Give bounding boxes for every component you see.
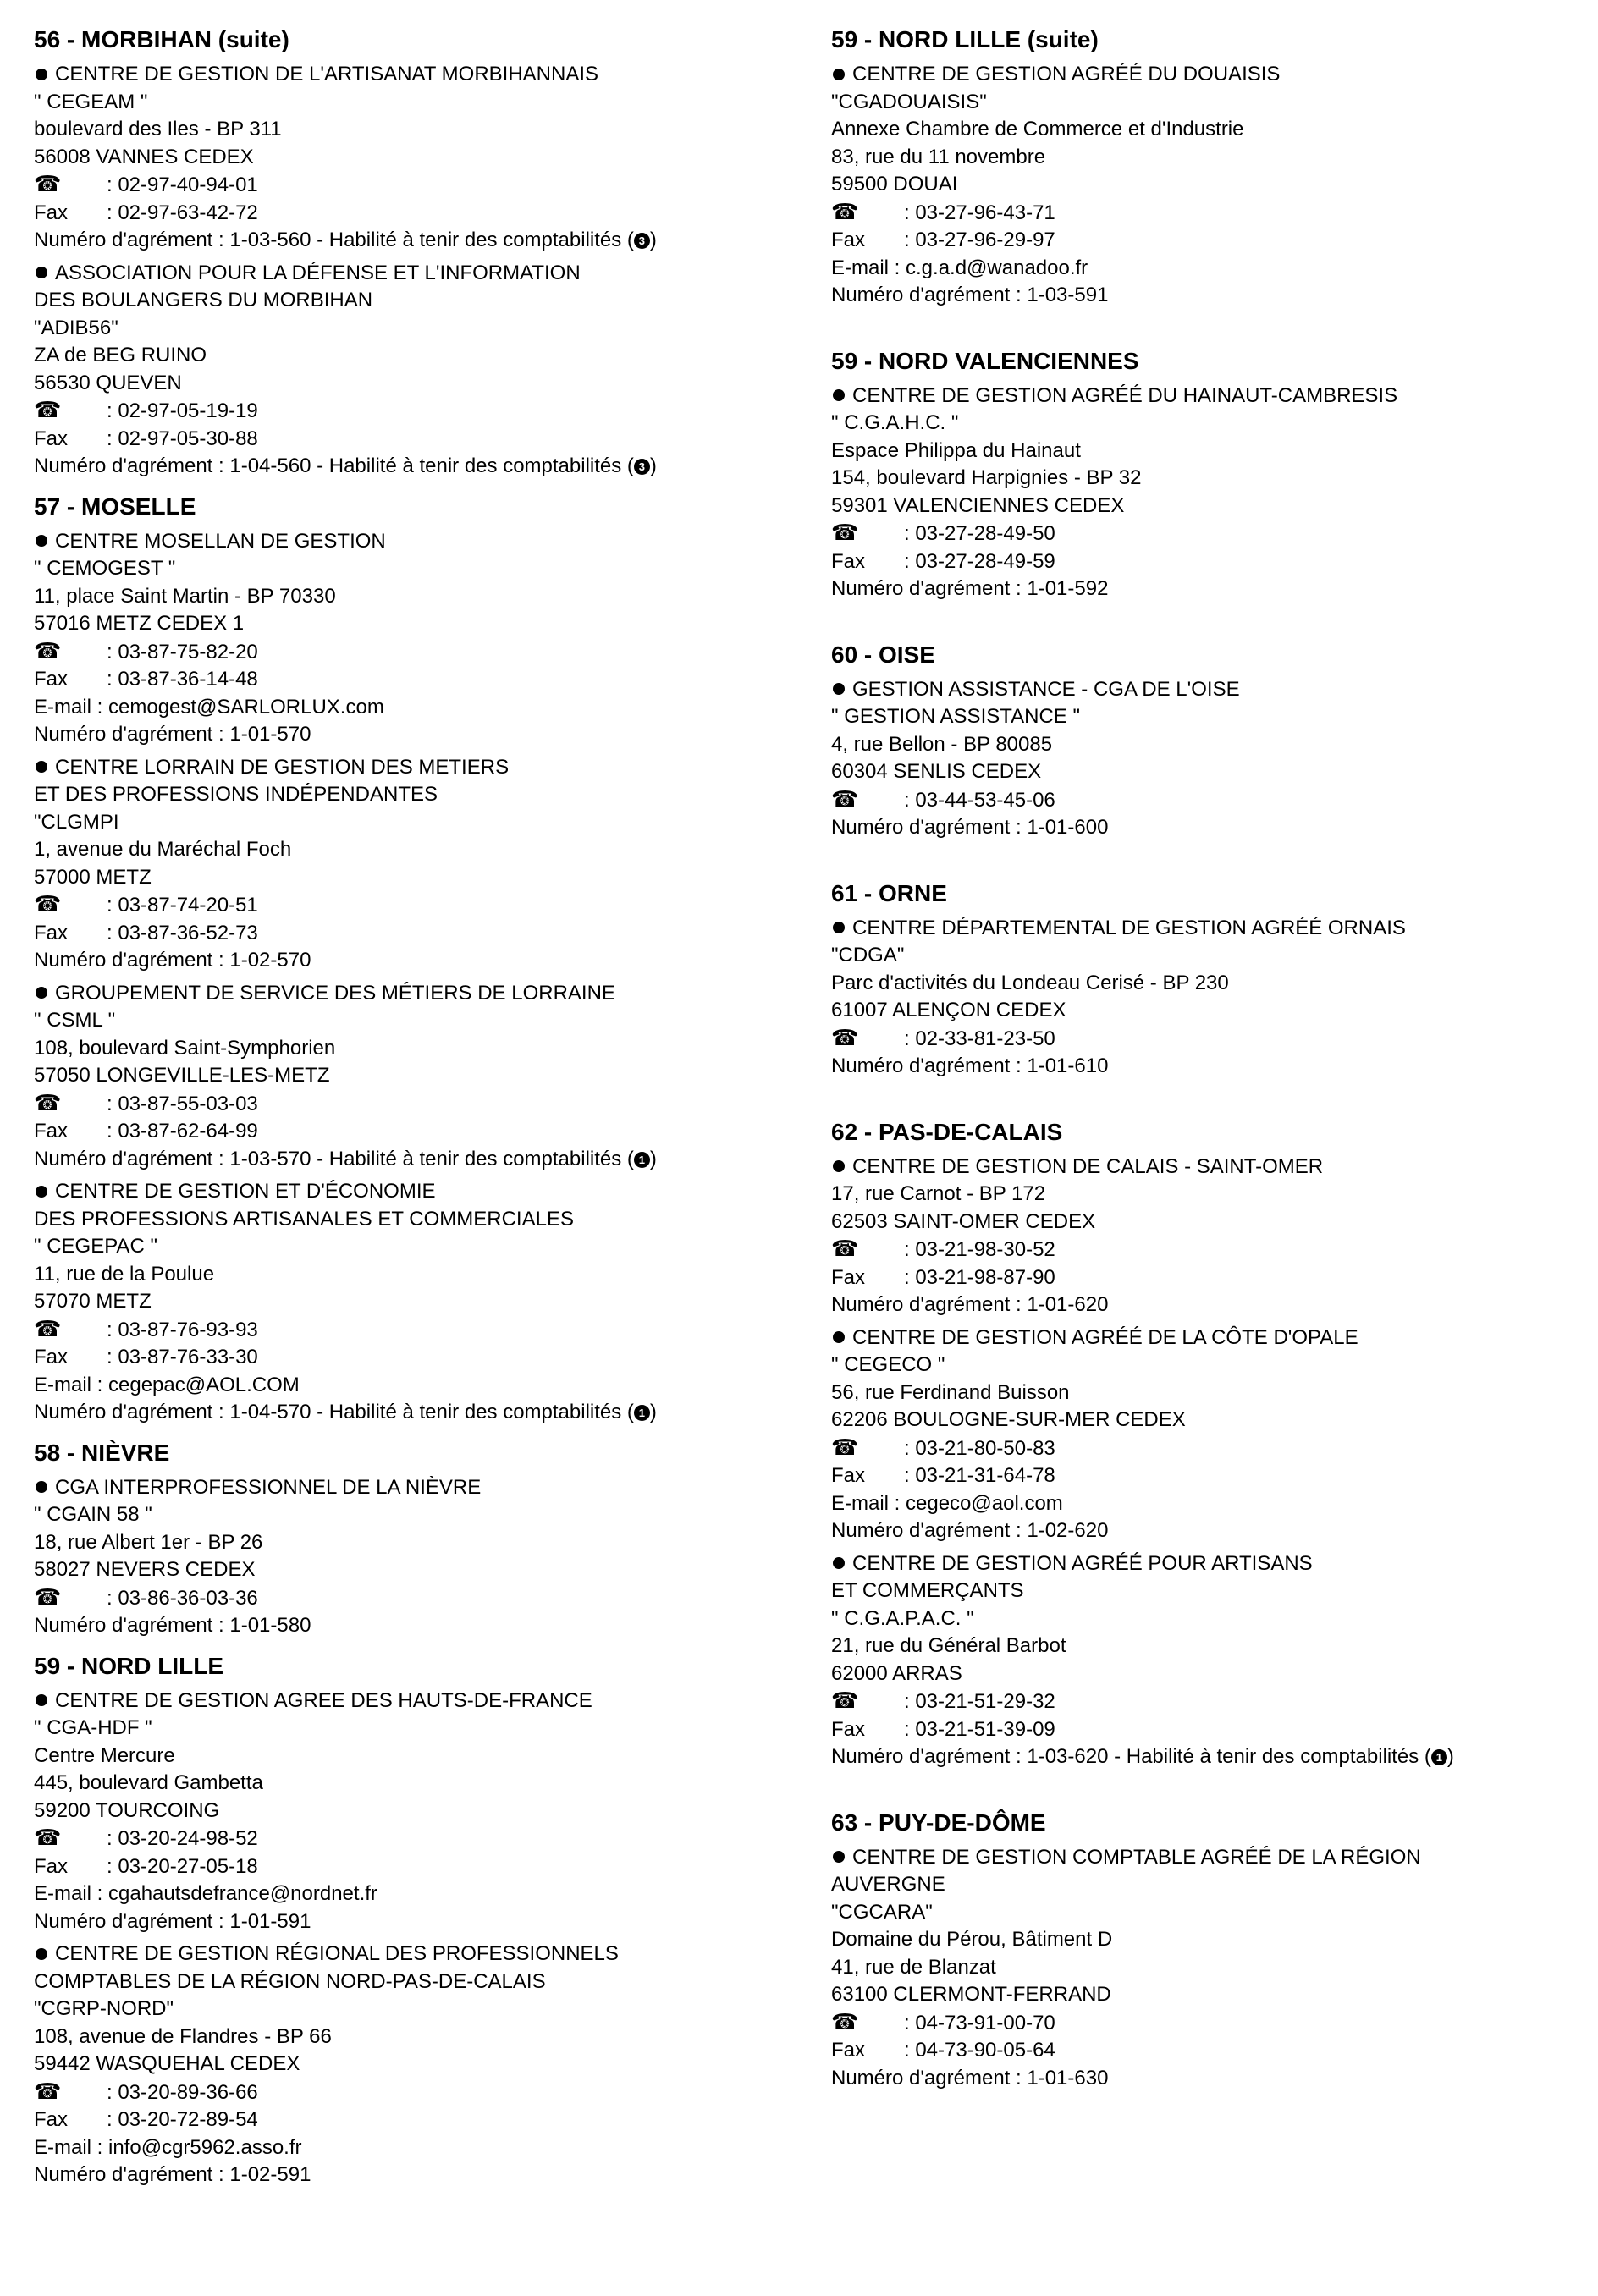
telephone-icon: ☎ — [34, 171, 62, 196]
agrement-line — [831, 1517, 1593, 1545]
entry-name — [831, 1154, 1593, 1181]
entry-name-continued — [34, 1968, 796, 1996]
directory-entry — [34, 980, 796, 1174]
address-line: 56530 QUEVEN — [34, 371, 182, 394]
agrement-text: Numéro d'agrément : 1-01-592 — [831, 577, 1109, 600]
email-line: E-mail : cemogest@SARLORLUX.com — [34, 695, 384, 719]
address-line: 62000 ARRAS — [831, 1661, 962, 1685]
habilitation-mark-icon: 3 — [634, 233, 650, 249]
bullet-icon — [36, 987, 47, 999]
entry-name-text: ASSOCIATION POUR LA DÉFENSE ET L'INFORMATION — [55, 261, 581, 284]
directory-entry — [34, 528, 796, 749]
fax-number: : 02-97-63-42-72 — [107, 201, 258, 224]
fax-line — [34, 1344, 796, 1372]
phone-line — [34, 171, 796, 200]
address-line: "CLGMPI — [34, 810, 119, 834]
fax-number: : 03-87-36-52-73 — [107, 921, 258, 944]
address-line: ZA de BEG RUINO — [34, 344, 207, 366]
directory-entry — [831, 676, 1593, 842]
address-line: 11, place Saint Martin - BP 70330 — [34, 584, 336, 608]
telephone-icon: ☎ — [34, 1583, 62, 1610]
phone-number: : 02-97-05-19-19 — [107, 399, 258, 422]
bullet-icon — [36, 761, 47, 773]
fax-line — [34, 426, 796, 454]
telephone-icon: ☎ — [34, 891, 62, 917]
entry-name — [34, 1941, 796, 1968]
telephone-icon: ☎ — [34, 1825, 62, 1850]
phone-line — [34, 638, 796, 667]
agrement-line — [34, 2161, 796, 2189]
address-line: 58027 NEVERS CEDEX — [34, 1558, 256, 1581]
section — [831, 1118, 1593, 1771]
directory-entry — [831, 383, 1593, 603]
address-line: " CEGECO " — [831, 1353, 945, 1376]
agrement-line — [34, 947, 796, 975]
agrement-line — [831, 814, 1593, 842]
address-line: 57050 LONGEVILLE-LES-METZ — [34, 1064, 330, 1087]
bullet-icon — [833, 1331, 845, 1343]
phone-line — [831, 1236, 1593, 1264]
fax-label: Fax — [34, 1854, 69, 1878]
phone-number: : 03-86-36-03-36 — [107, 1586, 258, 1610]
bullet-icon — [36, 1694, 47, 1706]
address-line: Annexe Chambre de Commerce et d'Industrie — [831, 118, 1244, 140]
entry-name — [831, 1324, 1593, 1352]
address-line: 60304 SENLIS CEDEX — [831, 760, 1042, 783]
section-title: 62 - PAS-DE-CALAIS — [831, 1118, 1063, 1145]
agrement-close: ) — [649, 454, 657, 477]
agrement-text: Numéro d'agrément : 1-01-600 — [831, 816, 1109, 839]
address-line: 63100 CLERMONT-FERRAND — [831, 1983, 1111, 2006]
telephone-icon: ☎ — [831, 1688, 859, 1713]
phone-line — [831, 199, 1593, 228]
fax-line — [831, 548, 1593, 576]
fax-number: : 03-87-36-14-48 — [107, 668, 258, 691]
directory-entry — [831, 1154, 1593, 1319]
directory-entry — [831, 915, 1593, 1081]
habilitation-mark-icon: 1 — [634, 1405, 650, 1421]
phone-line — [34, 891, 796, 920]
phone-number: : 03-20-24-98-52 — [107, 1827, 258, 1850]
fax-number: : 03-21-98-87-90 — [904, 1265, 1055, 1289]
fax-line — [831, 227, 1593, 255]
directory-entry — [34, 1178, 796, 1427]
bullet-icon — [833, 922, 845, 933]
fax-label: Fax — [34, 201, 69, 224]
directory-entry — [831, 1550, 1593, 1771]
phone-line — [34, 2079, 796, 2107]
agrement-line — [831, 1291, 1593, 1319]
fax-label: Fax — [34, 427, 69, 450]
address-line: 17, rue Carnot - BP 172 — [831, 1182, 1046, 1205]
address-line: 57070 METZ — [34, 1290, 152, 1313]
phone-number: : 03-87-76-93-93 — [107, 1318, 258, 1341]
agrement-text: Numéro d'agrément : 1-03-620 - Habilité à tenir des comptabilités ( — [831, 1745, 1431, 1768]
telephone-icon: ☎ — [831, 1434, 859, 1460]
entry-name — [34, 260, 796, 288]
phone-line — [831, 1688, 1593, 1716]
section — [831, 1809, 1593, 2093]
entry-name — [34, 980, 796, 1008]
agrement-line — [831, 282, 1593, 310]
entry-name — [34, 1688, 796, 1715]
entry-name-text: CENTRE DÉPARTEMENTAL DE GESTION AGRÉÉ ORNAIS — [852, 916, 1406, 939]
agrement-text: Numéro d'agrément : 1-01-610 — [831, 1054, 1109, 1077]
agrement-line — [831, 1743, 1593, 1771]
fax-number: : 03-20-27-05-18 — [107, 1854, 258, 1878]
fax-line — [34, 920, 796, 948]
agrement-close: ) — [649, 228, 657, 251]
bullet-icon — [36, 1948, 47, 1960]
agrement-text: Numéro d'agrément : 1-02-570 — [34, 949, 311, 972]
entry-name-text: CENTRE DE GESTION AGRÉÉ DE LA CÔTE D'OPALE — [852, 1325, 1358, 1349]
entry-name-text: CGA INTERPROFESSIONNEL DE LA NIÈVRE — [55, 1475, 482, 1499]
entry-name-text: AUVERGNE — [831, 1873, 945, 1896]
entry-name-text: GESTION ASSISTANCE - CGA DE L'OISE — [852, 677, 1240, 701]
section-title: 60 - OISE — [831, 641, 935, 668]
address-line: 18, rue Albert 1er - BP 26 — [34, 1530, 263, 1554]
address-line: 61007 ALENÇON CEDEX — [831, 999, 1066, 1021]
habilitation-mark-icon: 3 — [634, 459, 650, 475]
entry-name-text: CENTRE DE GESTION DE L'ARTISANAT MORBIHANNAIS — [55, 63, 599, 85]
fax-number: : 03-27-96-29-97 — [904, 228, 1055, 251]
telephone-icon: ☎ — [831, 1024, 859, 1050]
address-line: 62206 BOULOGNE-SUR-MER CEDEX — [831, 1408, 1186, 1431]
entry-name-text: CENTRE DE GESTION DE CALAIS - SAINT-OMER — [852, 1154, 1324, 1178]
address-line: 62503 SAINT-OMER CEDEX — [831, 1209, 1096, 1233]
entry-name-text: CENTRE LORRAIN DE GESTION DES METIERS — [55, 755, 510, 779]
agrement-line — [34, 1908, 796, 1936]
agrement-line — [34, 721, 796, 749]
address-line: 41, rue de Blanzat — [831, 1955, 996, 1979]
entry-name-continued — [34, 287, 796, 315]
fax-line — [831, 1462, 1593, 1490]
habilitation-mark-icon: 1 — [634, 1152, 650, 1168]
address-line: 57016 METZ CEDEX 1 — [34, 612, 245, 635]
agrement-text: Numéro d'agrément : 1-04-570 - Habilité à tenir des comptabilités ( — [34, 1401, 634, 1423]
section-title: 61 - ORNE — [831, 879, 947, 906]
fax-label: Fax — [831, 228, 866, 251]
address-line: 59442 WASQUEHAL CEDEX — [34, 2052, 300, 2075]
fax-line — [34, 1118, 796, 1146]
agrement-close: ) — [649, 1401, 657, 1423]
section-title: 59 - NORD VALENCIENNES — [831, 347, 1139, 374]
address-line: " GESTION ASSISTANCE " — [831, 705, 1080, 728]
fax-number: : 03-20-72-89-54 — [107, 2108, 258, 2131]
agrement-text: Numéro d'agrément : 1-01-620 — [831, 1293, 1109, 1316]
address-line: 11, rue de la Poulue — [34, 1262, 215, 1286]
telephone-icon: ☎ — [831, 2008, 859, 2034]
phone-number: : 02-97-40-94-01 — [107, 173, 258, 196]
entry-name — [831, 383, 1593, 410]
entry-name-text: CENTRE DE GESTION COMPTABLE AGRÉÉ DE LA RÉGION — [852, 1845, 1421, 1869]
section — [34, 493, 796, 1427]
agrement-text: Numéro d'agrément : 1-01-630 — [831, 2066, 1109, 2090]
fax-line — [831, 2037, 1593, 2065]
phone-line — [34, 397, 796, 426]
phone-line — [831, 1025, 1593, 1054]
agrement-text: Numéro d'agrément : 1-01-591 — [34, 1909, 311, 1933]
bullet-icon — [833, 1557, 845, 1569]
entry-name-text: COMPTABLES DE LA RÉGION NORD-PAS-DE-CALAIS — [34, 1969, 546, 1993]
fax-label: Fax — [34, 2108, 69, 2131]
agrement-close: ) — [1446, 1745, 1454, 1768]
entry-name-continued — [831, 1871, 1593, 1899]
phone-line — [831, 520, 1593, 548]
phone-number: : 03-21-98-30-52 — [904, 1238, 1055, 1261]
address-line: " CEMOGEST " — [34, 557, 176, 580]
email-line: E-mail : c.g.a.d@wanadoo.fr — [831, 256, 1088, 279]
entry-name-text: DES BOULANGERS DU MORBIHAN — [34, 289, 373, 311]
entry-name — [831, 1550, 1593, 1578]
bullet-icon — [36, 69, 47, 80]
address-line: 154, boulevard Harpignies - BP 32 — [831, 466, 1142, 489]
directory-entry — [34, 260, 796, 481]
habilitation-mark-icon: 1 — [1431, 1749, 1447, 1765]
entry-name — [831, 676, 1593, 704]
telephone-icon: ☎ — [34, 2078, 62, 2104]
bullet-icon — [36, 1186, 47, 1198]
address-line: 83, rue du 11 novembre — [831, 145, 1046, 168]
address-line: Espace Philippa du Hainaut — [831, 438, 1081, 462]
agrement-line — [34, 227, 796, 255]
agrement-line — [34, 1612, 796, 1640]
agrement-text: Numéro d'agrément : 1-04-560 - Habilité à tenir des comptabilités ( — [34, 454, 634, 477]
email-line: E-mail : info@cgr5962.asso.fr — [34, 2135, 302, 2159]
email-line: E-mail : cgahautsdefrance@nordnet.fr — [34, 1882, 377, 1905]
phone-number: : 03-87-74-20-51 — [107, 894, 258, 917]
fax-number: : 04-73-90-05-64 — [904, 2039, 1055, 2062]
phone-line — [34, 1825, 796, 1853]
section-title: 57 - MOSELLE — [34, 493, 196, 520]
telephone-icon: ☎ — [831, 520, 859, 545]
entry-name-text: CENTRE DE GESTION AGRÉÉ POUR ARTISANS — [852, 1551, 1313, 1575]
entry-name-text: CENTRE DE GESTION RÉGIONAL DES PROFESSIONNELS — [55, 1942, 619, 1965]
telephone-icon: ☎ — [831, 785, 859, 812]
entry-name — [831, 61, 1593, 89]
entry-name-text: CENTRE DE GESTION ET D'ÉCONOMIE — [55, 1180, 436, 1203]
email-line: E-mail : cegeco@aol.com — [831, 1491, 1063, 1515]
fax-number: : 03-21-31-64-78 — [904, 1464, 1055, 1487]
agrement-line — [831, 1053, 1593, 1081]
fax-number: : 03-87-76-33-30 — [107, 1346, 258, 1368]
directory-entry — [831, 61, 1593, 310]
fax-line — [34, 200, 796, 228]
section — [831, 641, 1593, 842]
address-line: "ADIB56" — [34, 316, 118, 339]
entry-name — [34, 754, 796, 782]
entry-name-text: GROUPEMENT DE SERVICE DES MÉTIERS DE LORRAINE — [55, 981, 615, 1005]
agrement-text: Numéro d'agrément : 1-02-591 — [34, 2163, 311, 2186]
address-line: " CSML " — [34, 1009, 116, 1032]
bullet-icon — [36, 267, 47, 278]
fax-label: Fax — [831, 1717, 866, 1741]
left-column — [34, 25, 796, 2194]
right-column — [831, 25, 1593, 2097]
fax-number: : 03-87-62-64-99 — [107, 1120, 258, 1142]
bullet-icon — [36, 1481, 47, 1493]
fax-line — [831, 1716, 1593, 1744]
address-line: " C.G.A.H.C. " — [831, 411, 959, 434]
fax-label: Fax — [34, 1120, 69, 1142]
entry-name-text: CENTRE DE GESTION AGRÉÉ DU DOUAISIS — [852, 63, 1281, 85]
bullet-icon — [833, 1851, 845, 1863]
agrement-text: Numéro d'agrément : 1-01-580 — [34, 1614, 311, 1637]
entry-name — [34, 528, 796, 556]
section-title: 59 - NORD LILLE — [34, 1652, 224, 1679]
directory-entry — [34, 754, 796, 975]
address-line: boulevard des Iles - BP 311 — [34, 118, 282, 140]
address-line: 56008 VANNES CEDEX — [34, 145, 254, 168]
section — [34, 25, 796, 481]
address-line: 21, rue du Général Barbot — [831, 1634, 1066, 1657]
agrement-close: ) — [649, 1147, 657, 1170]
agrement-line — [34, 453, 796, 481]
phone-number: : 03-21-51-29-32 — [904, 1690, 1055, 1713]
address-line: " CEGEPAC " — [34, 1235, 157, 1258]
phone-number: : 03-44-53-45-06 — [904, 788, 1055, 812]
phone-number: : 03-21-80-50-83 — [904, 1436, 1055, 1460]
entry-name-text: ET COMMERÇANTS — [831, 1579, 1024, 1602]
section-title: 63 - PUY-DE-DÔME — [831, 1809, 1046, 1836]
entry-name-continued — [34, 781, 796, 809]
telephone-icon: ☎ — [34, 397, 62, 422]
fax-line — [831, 1264, 1593, 1292]
fax-line — [34, 1853, 796, 1881]
fax-line — [34, 2106, 796, 2134]
phone-line — [831, 2009, 1593, 2038]
address-line: 108, avenue de Flandres - BP 66 — [34, 2024, 332, 2048]
entry-name-text: CENTRE MOSELLAN DE GESTION — [55, 529, 386, 553]
phone-number: : 03-87-55-03-03 — [107, 1092, 258, 1115]
entry-name-text: ET DES PROFESSIONS INDÉPENDANTES — [34, 783, 438, 806]
fax-number: : 03-21-51-39-09 — [904, 1717, 1055, 1741]
address-line: Domaine du Pérou, Bâtiment D — [831, 1928, 1113, 1951]
directory-entry — [34, 1474, 796, 1640]
address-line: " CGAIN 58 " — [34, 1503, 152, 1526]
phone-number: : 03-27-96-43-71 — [904, 201, 1055, 224]
fax-number: : 03-27-28-49-59 — [904, 549, 1055, 573]
agrement-text: Numéro d'agrément : 1-01-570 — [34, 723, 311, 746]
address-line: 57000 METZ — [34, 865, 152, 889]
phone-line — [34, 1584, 796, 1613]
agrement-line — [34, 1399, 796, 1427]
bullet-icon — [833, 683, 845, 695]
entry-name — [34, 61, 796, 89]
telephone-icon: ☎ — [34, 637, 62, 663]
phone-line — [34, 1090, 796, 1119]
directory-entry — [831, 1324, 1593, 1545]
directory-entry — [34, 61, 796, 255]
address-line: 59200 TOURCOING — [34, 1798, 220, 1822]
address-line: "CGADOUAISIS" — [831, 90, 987, 113]
phone-line — [831, 1434, 1593, 1463]
section — [831, 25, 1593, 310]
entry-name — [34, 1474, 796, 1502]
fax-label: Fax — [831, 2039, 866, 2062]
address-line: " C.G.A.P.A.C. " — [831, 1606, 974, 1630]
bullet-icon — [36, 535, 47, 547]
section — [34, 1439, 796, 1640]
address-line: 59301 VALENCIENNES CEDEX — [831, 493, 1125, 517]
telephone-icon: ☎ — [831, 1236, 859, 1261]
fax-number: : 02-97-05-30-88 — [107, 427, 258, 450]
fax-label: Fax — [34, 921, 69, 944]
bullet-icon — [833, 389, 845, 401]
entry-name — [34, 1178, 796, 1206]
section — [831, 879, 1593, 1081]
address-line: "CGCARA" — [831, 1900, 933, 1924]
agrement-text: Numéro d'agrément : 1-02-620 — [831, 1519, 1109, 1542]
entry-name-text: CENTRE DE GESTION AGRÉÉ DU HAINAUT-CAMBRESIS — [852, 383, 1398, 407]
telephone-icon: ☎ — [34, 1315, 62, 1341]
section-title: 56 - MORBIHAN (suite) — [34, 26, 289, 52]
address-line: " CEGEAM " — [34, 90, 148, 113]
fax-label: Fax — [831, 549, 866, 573]
directory-entry — [831, 1844, 1593, 2093]
phone-number: : 03-87-75-82-20 — [107, 640, 258, 663]
bullet-icon — [833, 1160, 845, 1172]
address-line: 4, rue Bellon - BP 80085 — [831, 732, 1053, 756]
entry-name-text: DES PROFESSIONS ARTISANALES ET COMMERCIALES — [34, 1207, 574, 1231]
phone-number: : 02-33-81-23-50 — [904, 1027, 1055, 1050]
section-title: 58 - NIÈVRE — [34, 1439, 170, 1466]
phone-line — [34, 1316, 796, 1345]
entry-name-continued — [831, 1577, 1593, 1605]
section — [831, 347, 1593, 603]
entry-name — [831, 1844, 1593, 1872]
agrement-text: Numéro d'agrément : 1-03-591 — [831, 284, 1109, 306]
section-title: 59 - NORD LILLE (suite) — [831, 26, 1099, 52]
email-line: E-mail : cegepac@AOL.COM — [34, 1373, 300, 1396]
agrement-text: Numéro d'agrément : 1-03-560 - Habilité à tenir des comptabilités ( — [34, 228, 634, 251]
bullet-icon — [833, 69, 845, 80]
address-line: Centre Mercure — [34, 1743, 175, 1767]
phone-number: : 03-20-89-36-66 — [107, 2080, 258, 2104]
telephone-icon: ☎ — [831, 198, 859, 224]
address-line: 56, rue Ferdinand Buisson — [831, 1380, 1070, 1404]
fax-label: Fax — [831, 1265, 866, 1289]
address-line: 445, boulevard Gambetta — [34, 1771, 263, 1794]
address-line: 59500 DOUAI — [831, 173, 958, 195]
telephone-icon: ☎ — [34, 1089, 62, 1115]
fax-label: Fax — [34, 1346, 69, 1368]
directory-entry — [34, 1688, 796, 1936]
phone-number: : 04-73-91-00-70 — [904, 2011, 1055, 2034]
fax-line — [34, 666, 796, 694]
phone-number: : 03-27-28-49-50 — [904, 522, 1055, 545]
address-line: "CDGA" — [831, 944, 905, 966]
phone-line — [831, 786, 1593, 815]
agrement-line — [831, 575, 1593, 603]
address-line: Parc d'activités du Londeau Cerisé - BP 230 — [831, 971, 1229, 994]
agrement-line — [34, 1146, 796, 1174]
directory-entry — [34, 1941, 796, 2189]
agrement-line — [831, 2065, 1593, 2093]
address-line: "CGRP-NORD" — [34, 1997, 174, 2020]
entry-name-text: CENTRE DE GESTION AGREE DES HAUTS-DE-FRANCE — [55, 1688, 592, 1712]
agrement-text: Numéro d'agrément : 1-03-570 - Habilité à tenir des comptabilités ( — [34, 1147, 634, 1170]
section — [34, 1652, 796, 2189]
address-line: 1, avenue du Maréchal Foch — [34, 838, 292, 861]
address-line: " CGA-HDF " — [34, 1716, 152, 1739]
entry-name-continued — [34, 1206, 796, 1234]
fax-label: Fax — [831, 1464, 866, 1487]
address-line: 108, boulevard Saint-Symphorien — [34, 1036, 336, 1060]
entry-name — [831, 915, 1593, 943]
fax-label: Fax — [34, 668, 69, 691]
